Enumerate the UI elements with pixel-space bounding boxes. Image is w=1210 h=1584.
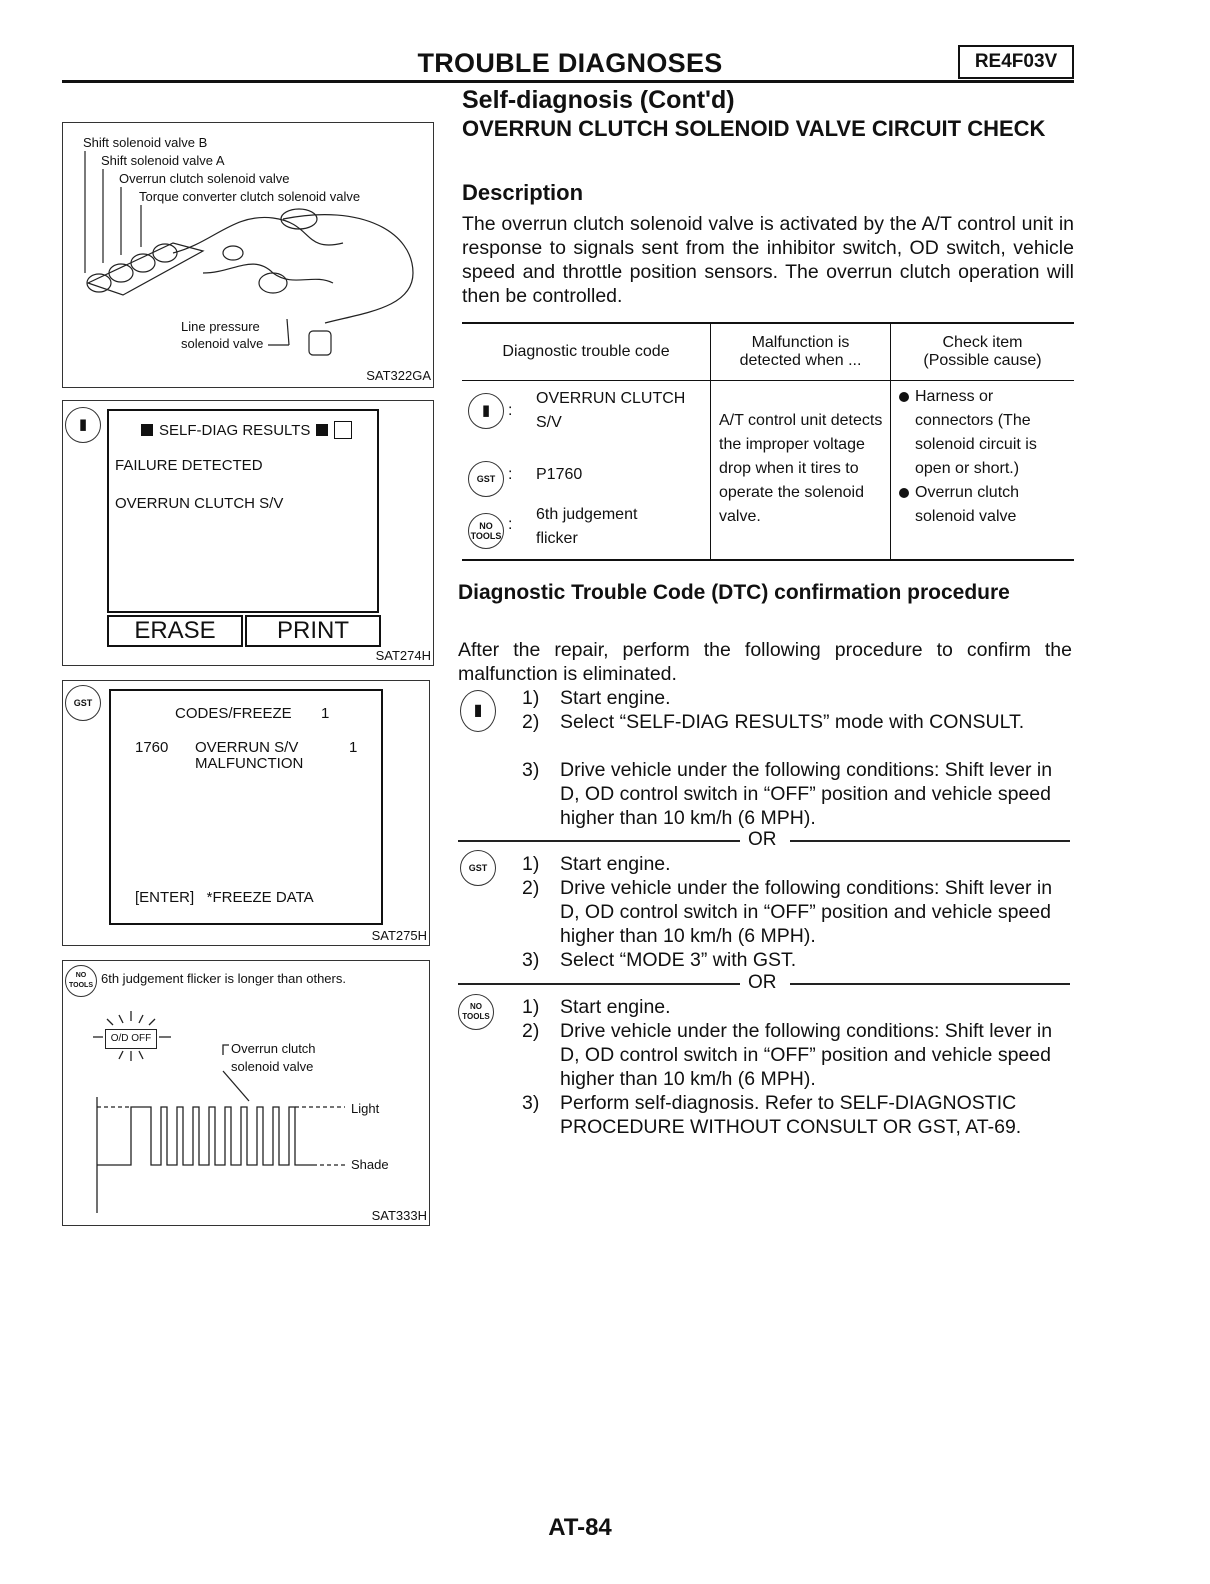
step-text: Select “SELF-DIAG RESULTS” mode with CONSULT. [560, 711, 1025, 733]
step-text: Perform self-diagnosis. Refer to SELF-DIAGNOSTIC PROCEDURE WITHOUT CONSULT OR GST, AT-69. [560, 1092, 1022, 1138]
step-text: Drive vehicle under the following conditions: Shift lever in D, OD control switch in “OFF” position and vehicle speed higher than 10 km/h (6 MPH). [560, 759, 1053, 829]
gst-screen [109, 689, 383, 925]
or-rule-right [790, 983, 1070, 985]
dtc-table [462, 322, 1074, 561]
dtc-description: OVERRUN S/V [195, 739, 299, 756]
page-number: AT-84 [548, 1514, 612, 1541]
gst-icon: GST [468, 461, 504, 497]
label-overrun-clutch-valve: Overrun clutch solenoid valve [119, 171, 290, 186]
dtc-header-code: Diagnostic trouble code [502, 343, 670, 360]
description-heading: Description [462, 180, 584, 205]
model-code-box: RE4F03V [958, 45, 1074, 79]
figure-id: SAT333H [371, 1208, 427, 1223]
check-item: Harness or connectors (The solenoid circuit is open or short.) [915, 388, 1037, 477]
screen-title-text: SELF-DIAG RESULTS [159, 421, 311, 439]
step-number: 3) [522, 1092, 540, 1114]
description-text: The overrun clutch solenoid valve is activated by the A/T control unit in response to signals sent from the inhibitor switch, OD switch, vehicle speed and throttle position sensors. The overrun clutch operation will then be controlled. [462, 213, 1074, 307]
figure-flicker [62, 960, 430, 1226]
no-tools-icon: NO TOOLS [65, 965, 97, 997]
step-text: Start engine. [560, 687, 671, 709]
consult-screen [107, 409, 379, 613]
dtc-malfunction-text: MALFUNCTION [195, 755, 304, 772]
or-rule-left [458, 983, 740, 985]
step-number: 2) [522, 877, 540, 899]
failure-item-text: OVERRUN CLUTCH S/V [115, 495, 284, 512]
step-text: Start engine. [560, 996, 671, 1018]
dtc-code-gst: P1760 [536, 466, 583, 483]
dtc-code-consult: OVERRUN CLUTCH S/V [536, 390, 686, 431]
or-rule-right [790, 840, 1070, 842]
dtc-header-check: Check item (Possible cause) [890, 324, 1074, 380]
od-off-lamp: O/D OFF [105, 1029, 157, 1049]
label-line-pressure-valve: solenoid valve [181, 336, 264, 351]
step-number: 2) [522, 711, 540, 733]
or-rule-left [458, 840, 740, 842]
label-shift-solenoid-b: Shift solenoid valve B [83, 135, 208, 150]
dtc-header-malfunction: Malfunction is detected when ... [710, 324, 890, 380]
no-tools-icon: NO TOOLS [468, 513, 504, 549]
figure-id: SAT275H [371, 928, 427, 943]
dtc-check-items [890, 381, 1074, 559]
or-label: OR [748, 972, 777, 993]
dtc-code-notools: 6th judgement flicker [536, 506, 638, 547]
print-button[interactable]: PRINT [245, 615, 381, 647]
no-tools-icon: NO TOOLS [458, 994, 494, 1030]
step-text: Drive vehicle under the following conditions: Shift lever in D, OD control switch in “OFF” position and vehicle speed higher than 10 km/h (6 MPH). [560, 1020, 1053, 1090]
consult-icon: ▮ [460, 690, 496, 732]
flicker-caption: 6th judgement flicker is longer than others. [101, 971, 346, 986]
consult-icon: ▮ [468, 393, 504, 429]
codes-freeze-count: 1 [321, 705, 330, 722]
or-label: OR [748, 829, 777, 850]
step-number: 1) [522, 853, 540, 875]
figure-solenoid-valves [62, 122, 434, 388]
step-number: 1) [522, 996, 540, 1018]
header-rule [62, 80, 1074, 83]
solenoid-valve-drawing [63, 123, 433, 387]
consult-icon: ▮ [65, 407, 101, 443]
erase-button[interactable]: ERASE [107, 615, 243, 647]
dtc-code-value: 1760 [135, 739, 169, 756]
dtc-malfunction: A/T control unit detects the improper voltage drop when it tires to operate the solenoid valve. [710, 381, 890, 559]
check-item: Overrun clutch solenoid valve [915, 484, 1020, 525]
figure-codes-freeze [62, 680, 430, 946]
gst-icon: GST [460, 850, 496, 886]
figure-self-diag-results [62, 400, 434, 666]
gst-icon: GST [65, 685, 101, 721]
figure-id: SAT322GA [366, 368, 431, 383]
shade-label: Shade [351, 1157, 389, 1172]
dtc-count: 1 [349, 739, 358, 756]
dtc-procedure-heading: Diagnostic Trouble Code (DTC) confirmation procedure [458, 581, 1010, 604]
light-label: Light [351, 1101, 380, 1116]
solenoid-label: solenoid valve [231, 1059, 314, 1074]
dtc-procedure-intro: After the repair, perform the following procedure to confirm the malfunction is eliminated. [458, 639, 1072, 685]
label-shift-solenoid-a: Shift solenoid valve A [101, 153, 225, 168]
step-number: 2) [522, 1020, 540, 1042]
codes-freeze-title: CODES/FREEZE [175, 705, 292, 722]
step-number: 3) [522, 949, 540, 971]
step-number: 3) [522, 759, 540, 781]
figure-id: SAT274H [375, 648, 431, 663]
flicker-waveform [63, 961, 429, 1225]
step-number: 1) [522, 687, 540, 709]
dtc-code-cell: ▮ : OVERRUN CLUTCH S/V GST : P1760 NO TOOLS : 6th judgement flicker [462, 381, 710, 559]
section-title: Self-diagnosis (Cont'd) [462, 86, 735, 114]
step-text: Drive vehicle under the following conditions: Shift lever in D, OD control switch in “OFF” position and vehicle speed higher than 10 km/h (6 MPH). [560, 877, 1053, 947]
step-text: Select “MODE 3” with GST. [560, 949, 797, 971]
subsection-title: OVERRUN CLUTCH SOLENOID VALVE CIRCUIT CHECK [462, 116, 1046, 141]
page-header-title: TROUBLE DIAGNOSES [417, 48, 723, 78]
enter-freeze-data: [ENTER] *FREEZE DATA [135, 889, 314, 906]
step-text: Start engine. [560, 853, 671, 875]
screen-title [141, 421, 352, 439]
label-line-pressure: Line pressure [181, 319, 260, 334]
overrun-label: Overrun clutch [231, 1041, 316, 1056]
label-torque-converter-valve: Torque converter clutch solenoid valve [139, 189, 361, 204]
failure-detected-text: FAILURE DETECTED [115, 457, 263, 474]
